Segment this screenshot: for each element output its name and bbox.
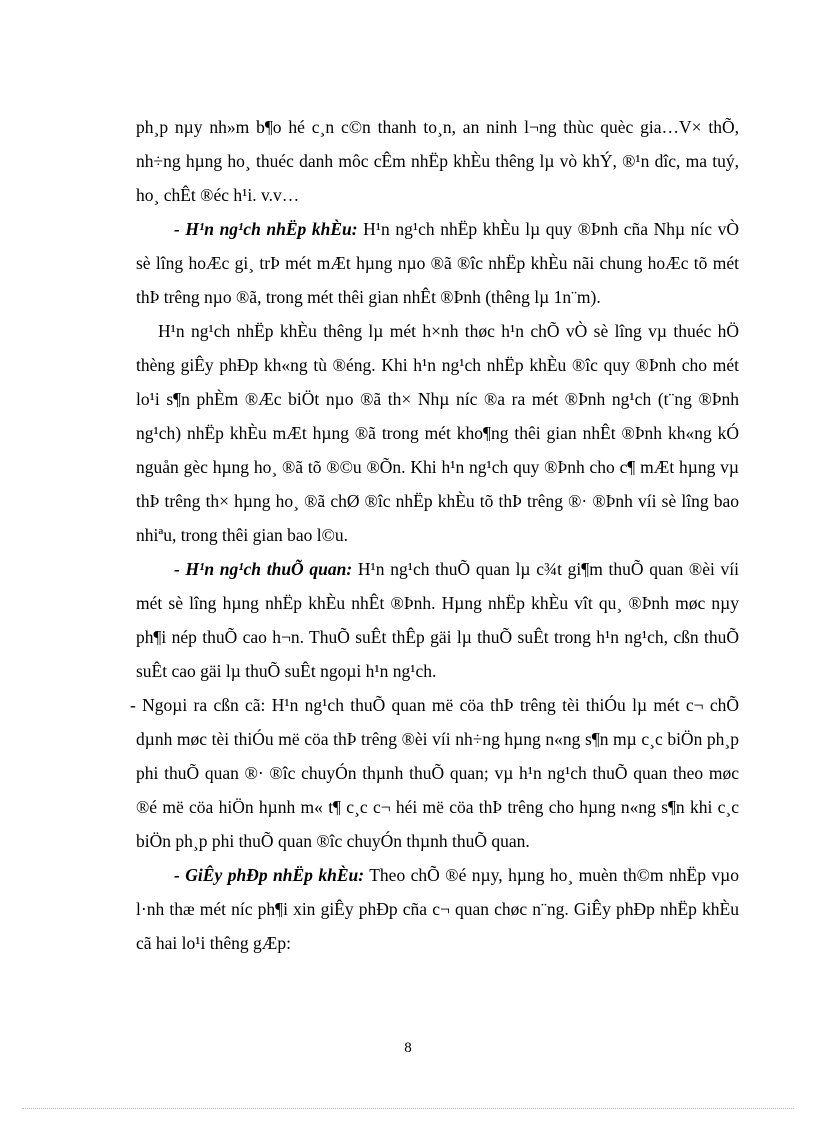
tariff-quota-paragraph (136, 552, 739, 688)
page-number: 8 (404, 1040, 412, 1056)
import-quota-term: - H¹n ng¹ch nhËp khÈu: (174, 219, 358, 239)
import-license-paragraph (136, 858, 739, 960)
import-license-term: - GiÊy phÐp nhËp khÈu: (174, 865, 365, 885)
document-body (130, 110, 739, 960)
tariff-quota-detail-text: - Ngoµi ra cßn cã: H¹n ng¹ch thuÕ quan më cöa thÞ trêng tèi thiÓu lµ mét c¬ chÕ dµnh møc tèi thiÓu më cöa thÞ trêng ®èi víi nh÷ng hµng n«ng s¶n mµ c¸c biÖn ph¸p phi thuÕ quan ®· ®îc chuyÓn thµnh thuÕ quan; vµ h¹n ng¹ch thuÕ quan theo møc ®é më cöa hiÖn hµnh m« t¶ c¸c c¬ héi më cöa thÞ trêng cho hµng n«ng s¶n khi c¸c biÖn ph¸p phi thuÕ quan ®îc chuyÓn thµnh thuÕ quan. (130, 695, 739, 851)
intro-paragraph (136, 110, 739, 212)
import-quota-detail-paragraph (136, 314, 739, 552)
tariff-quota-term: - H¹n ng¹ch thuÕ quan: (174, 559, 353, 579)
import-quota-paragraph (136, 212, 739, 314)
import-license-text: Theo chÕ ®é nµy, hµng ho¸ muèn th©m nhËp vµo l·nh thæ mét níc ph¶i xin giÊy phÐp cña c¬ quan chøc n¨ng. GiÊy phÐp nhËp khÈu cã hai lo¹i thêng gÆp: (136, 865, 739, 953)
page-bottom-divider (22, 1108, 794, 1109)
import-quota-detail-text: H¹n ng¹ch nhËp khÈu thêng lµ mét h×nh thøc h¹n chÕ vÒ sè lîng vµ thuéc hÖ thèng giÊy phÐp kh«ng tù ®éng. Khi h¹n ng¹ch nhËp khÈu ®îc quy ®Þnh cho mét lo¹i s¶n phÈm ®Æc biÖt nµo ®ã th× Nhµ níc ®a ra mét ®Þnh ng¹ch (t¨ng ®Þnh ng¹ch) nhËp khÈu mÆt hµng ®ã trong mét kho¶ng thêi gian nhÊt ®Þnh kh«ng kÓ nguån gèc hµng ho¸ ®ã tõ ®©u ®Õn. Khi h¹n ng¹ch quy ®Þnh cho c¶ mÆt hµng vµ thÞ trêng th× hµng ho¸ ®ã chØ ®îc nhËp khÈu tõ thÞ trêng ®· ®Þnh víi sè lîng bao nhiªu, trong thêi gian bao l©u. (136, 321, 739, 545)
intro-text: ph¸p nµy nh»m b¶o hé c¸n c©n thanh to¸n, an ninh l¬ng thùc quèc gia…V× thÕ, nh÷ng hµng ho¸ thuéc danh môc cÊm nhËp khÈu thêng lµ vò khÝ, ®¹n dîc, ma tuý, ho¸ chÊt ®éc h¹i. v.v… (136, 117, 739, 205)
tariff-quota-detail-paragraph (130, 688, 739, 858)
import-quota-text: H¹n ng¹ch nhËp khÈu lµ quy ®Þnh cña Nhµ níc vÒ sè lîng hoÆc gi¸ trÞ mét mÆt hµng nµo ®ã ®îc nhËp khÈu nãi chung hoÆc tõ mét thÞ trêng nµo ®ã, trong mét thêi gian nhÊt ®Þnh (thêng lµ 1n¨m). (136, 219, 739, 307)
tariff-quota-text: H¹n ng¹ch thuÕ quan lµ c¾t gi¶m thuÕ quan ®èi víi mét sè lîng hµng nhËp khÈu nhÊt ®Þnh. Hµng nhËp khÈu vît qu¸ ®Þnh møc nµy ph¶i nép thuÕ cao h¬n. ThuÕ suÊt thÊp gäi lµ thuÕ suÊt trong h¹n ng¹ch, cßn thuÕ suÊt cao gäi lµ thuÕ suÊt ngoµi h¹n ng¹ch. (136, 559, 739, 681)
